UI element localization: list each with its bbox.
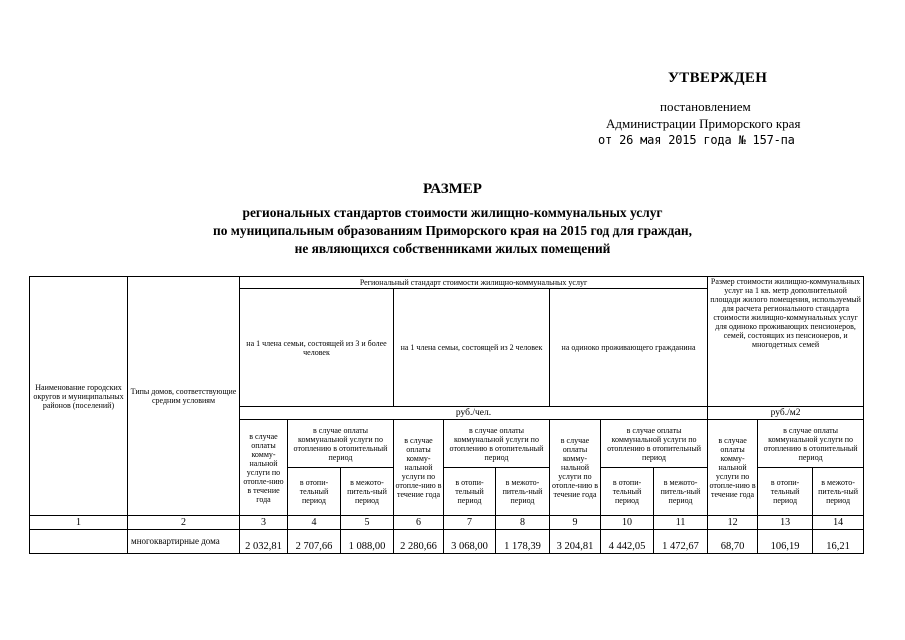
column-number: 8 <box>496 516 550 530</box>
approval-line-1: постановлением <box>660 99 751 114</box>
sub-heating: в случае оплаты коммунальной услуги по отоплению в отопительный период <box>444 420 550 468</box>
column-number: 13 <box>758 516 813 530</box>
approval-title: УТВЕРЖДЕН <box>668 70 768 86</box>
column-number: 6 <box>394 516 444 530</box>
sub-heat-period: в отопи-тельный период <box>288 468 341 516</box>
document-subtitle-3: не являющихся собственниками жилых помещений <box>294 241 611 256</box>
municipality-cell <box>30 530 128 554</box>
header-municipality: Наименование городских округов и муниципальных районов (поселений) <box>30 277 128 516</box>
document-subtitle-1: региональных стандартов стоимости жилищно-коммунальных услуг <box>242 205 663 220</box>
header-regional-standard: Региональный стандарт стоимости жилищно-коммунальных услуг <box>240 277 708 289</box>
column-number: 3 <box>240 516 288 530</box>
sub-interheat-period: в межото-питель-ный период <box>496 468 550 516</box>
value-cell: 1 178,39 <box>496 530 550 554</box>
value-cell: 4 442,05 <box>601 530 654 554</box>
house-type-cell: многоквартирные дома <box>128 530 240 554</box>
column-number: 5 <box>341 516 394 530</box>
column-number: 9 <box>550 516 601 530</box>
sub-heat-period: в отопи-тельный период <box>758 468 813 516</box>
sub-interheat-period: в межото-питель-ный период <box>813 468 864 516</box>
sub-heat-period: в отопи-тельный период <box>601 468 654 516</box>
document-title: РАЗМЕР <box>423 181 482 197</box>
unit-per-person: руб./чел. <box>240 407 708 420</box>
column-number: 10 <box>601 516 654 530</box>
value-cell: 106,19 <box>758 530 813 554</box>
header-additional-area: Размер стоимости жилищно-коммунальных услуг на 1 кв. метр дополнительной площади жилого помещения, используемый для расчета регионального стандарта стоимости жилищно-коммунальных услуг для одиноко проживающих пенсионеров, семей, состоящих из пенсионеров, и многодетных семей <box>708 277 864 407</box>
sub-yearly: в случае оплаты комму-нальной услуги по отопле-нию в течение года <box>394 420 444 516</box>
header-family-3: на 1 члена семьи, состоящей из 3 и более человек <box>240 289 394 407</box>
header-single: на одиноко проживающего гражданина <box>550 289 708 407</box>
value-cell: 2 032,81 <box>240 530 288 554</box>
column-number: 7 <box>444 516 496 530</box>
document-subtitle-2: по муниципальным образованиям Приморского края на 2015 год для граждан, <box>213 223 692 238</box>
value-cell: 16,21 <box>813 530 864 554</box>
approval-block <box>0 0 905 160</box>
table-row <box>30 530 864 554</box>
column-number: 12 <box>708 516 758 530</box>
column-number: 4 <box>288 516 341 530</box>
standards-table <box>29 276 864 554</box>
column-number: 11 <box>654 516 708 530</box>
column-number: 14 <box>813 516 864 530</box>
sub-heating: в случае оплаты коммунальной услуги по отоплению в отопительный период <box>601 420 708 468</box>
value-cell: 1 088,00 <box>341 530 394 554</box>
column-number: 1 <box>30 516 128 530</box>
value-cell: 3 204,81 <box>550 530 601 554</box>
value-cell: 1 472,67 <box>654 530 708 554</box>
value-cell: 2 707,66 <box>288 530 341 554</box>
sub-heating: в случае оплаты коммунальной услуги по отоплению в отопительный период <box>288 420 394 468</box>
unit-per-m2: руб./м2 <box>708 407 864 420</box>
sub-heating: в случае оплаты коммунальной услуги по отоплению в отопительный период <box>758 420 864 468</box>
sub-yearly: в случае оплаты комму-нальной услуги по отопле-нию в течение года <box>240 420 288 516</box>
column-number: 2 <box>128 516 240 530</box>
sub-interheat-period: в межото-питель-ный период <box>341 468 394 516</box>
sub-yearly: в случае оплаты комму-нальной услуги по отопле-нию в течение года <box>708 420 758 516</box>
approval-line-3: от 26 мая 2015 года № 157-па <box>598 133 795 147</box>
header-house-type: Типы домов, соответствующие средним условиям <box>128 277 240 516</box>
header-family-2: на 1 члена семьи, состоящей из 2 человек <box>394 289 550 407</box>
sub-yearly: в случае оплаты комму-нальной услуги по отопле-нию в течение года <box>550 420 601 516</box>
sub-heat-period: в отопи-тельный период <box>444 468 496 516</box>
sub-interheat-period: в межото-питель-ный период <box>654 468 708 516</box>
value-cell: 2 280,66 <box>394 530 444 554</box>
approval-line-2: Администрации Приморского края <box>606 116 801 131</box>
value-cell: 3 068,00 <box>444 530 496 554</box>
value-cell: 68,70 <box>708 530 758 554</box>
column-number-row <box>30 516 864 530</box>
